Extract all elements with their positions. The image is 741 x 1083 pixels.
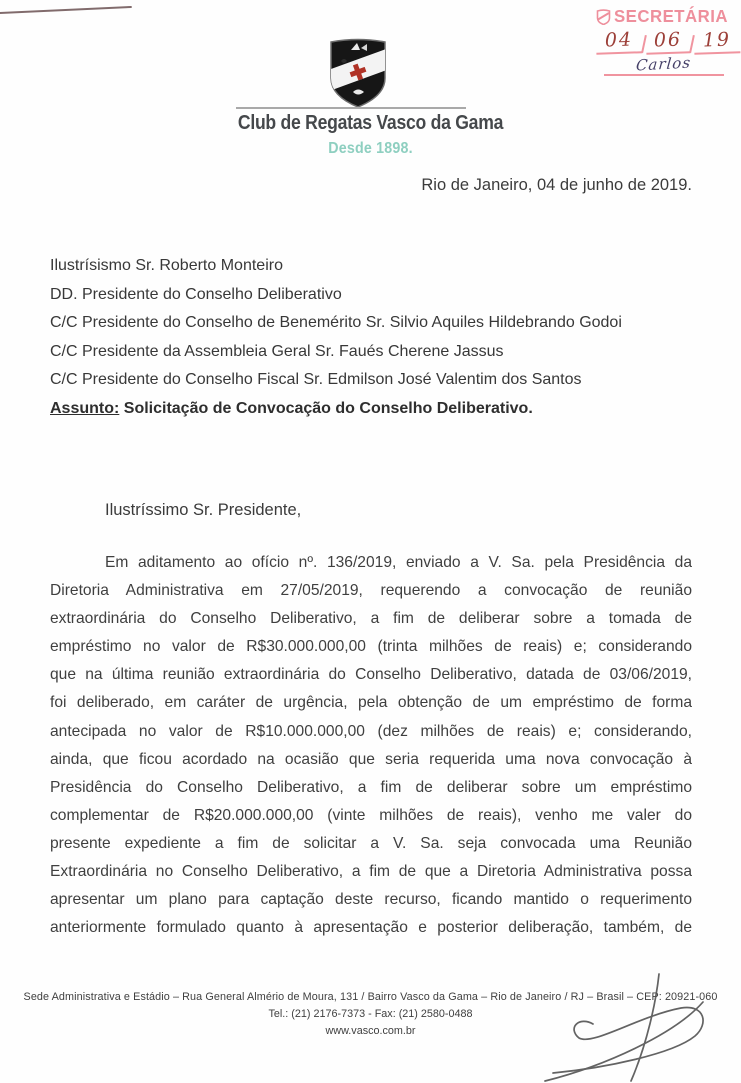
footer-website: www.vasco.com.br	[325, 1025, 416, 1037]
recipient-line: C/C Presidente da Assembleia Geral Sr. Faués Cherene Jassus	[50, 342, 504, 360]
secretaria-stamp	[596, 6, 741, 76]
body-line: Extraordinária no Conselho Deliberativo, a fim de que a Diretoria Administrativa possa	[50, 863, 692, 881]
subject-line	[50, 395, 700, 424]
letter-date-line: Rio de Janeiro, 04 de junho de 2019.	[421, 176, 692, 194]
body-line: apresentar um plano para captação deste recurso, ficando mantido o requerimento	[50, 891, 692, 909]
stamp-signature-line	[604, 55, 724, 76]
letterhead-divider	[236, 107, 466, 109]
footer-phone-fax: Tel.: (21) 2176-7373 - Fax: (21) 2580-0488	[268, 1008, 473, 1020]
subject-label: Assunto:	[50, 399, 120, 417]
vasco-da-gama-crest-icon	[327, 36, 389, 110]
letter-body	[50, 549, 692, 942]
body-line: extraordinária do Conselho Deliberativo, a fim de deliberar sobre a tomada de	[50, 610, 692, 628]
body-line: foi deliberado, em caráter de urgência, pela obtenção de um empréstimo de forma	[50, 694, 692, 712]
recipient-line: C/C Presidente do Conselho Fiscal Sr. Edmilson José Valentim dos Santos	[50, 371, 582, 388]
stamp-title: SECRETÁRIA	[614, 6, 729, 26]
stamp-date-year: 19	[694, 28, 741, 55]
recipient-line: C/C Presidente do Conselho de Benemérito Sr. Silvio Aquiles Hildebrando Godoi	[50, 314, 622, 331]
scan-edge-artifact	[0, 6, 132, 14]
stamp-date-row	[596, 29, 741, 54]
handwritten-signature-scribble	[535, 972, 741, 1083]
recipient-block	[50, 252, 700, 423]
recipient-line: DD. Presidente do Conselho Deliberativo	[50, 285, 342, 303]
stamp-date-month: 06	[646, 28, 691, 55]
footer-address: Sede Administrativa e Estádio – Rua General Almério de Moura, 131 / Bairro Vasco da Gama – Rio de Janeiro / RJ – Brasil – CEP: 20921-060	[23, 991, 718, 1003]
subject-text: Solicitação de Convocação do Conselho Deliberativo.	[119, 399, 533, 417]
club-name: Club de Regatas Vasco da Gama	[237, 112, 504, 134]
body-line: Presidência do Conselho Deliberativo, a fim de deliberar sobre um empréstimo	[50, 778, 692, 796]
body-line: que na última reunião extraordinária do Conselho Deliberativo, datada de 03/06/2019,	[50, 666, 692, 684]
recipient-line: Ilustrísismo Sr. Roberto Monteiro	[50, 257, 283, 274]
body-line: anteriormente formulado quanto à apresentação e posterior deliberação, também, de	[50, 919, 692, 937]
body-line: antecipada no valor de R$10.000.000,00 (dez milhões de reais) e; considerando,	[50, 722, 692, 740]
stamp-crest-icon	[596, 9, 611, 25]
stamp-date-day: 04	[596, 28, 643, 55]
club-tagline: Desde 1898.	[328, 140, 413, 157]
body-line: Em aditamento ao ofício nº. 136/2019, enviado a V. Sa. pela Presidência da	[105, 554, 692, 571]
stamp-title-row	[596, 6, 741, 27]
body-line: ainda, que ficou acordado na ocasião que seria requerida uma nova convocação à	[50, 750, 692, 768]
stamp-handwritten-signature: Carlos	[635, 53, 693, 75]
body-line: empréstimo no valor de R$30.000.000,00 (trinta milhões de reais) e; considerando	[50, 638, 692, 656]
body-line: complementar de R$20.000.000,00 (vinte milhões de reais), venho me valer do	[50, 806, 692, 824]
body-line: presente expediente a fim de solicitar a V. Sa. seja convocada uma Reunião	[50, 834, 692, 852]
body-line: Diretoria Administrativa em 27/05/2019, requerendo a convocação de reunião	[50, 582, 692, 600]
salutation: Ilustríssimo Sr. Presidente,	[105, 501, 302, 519]
